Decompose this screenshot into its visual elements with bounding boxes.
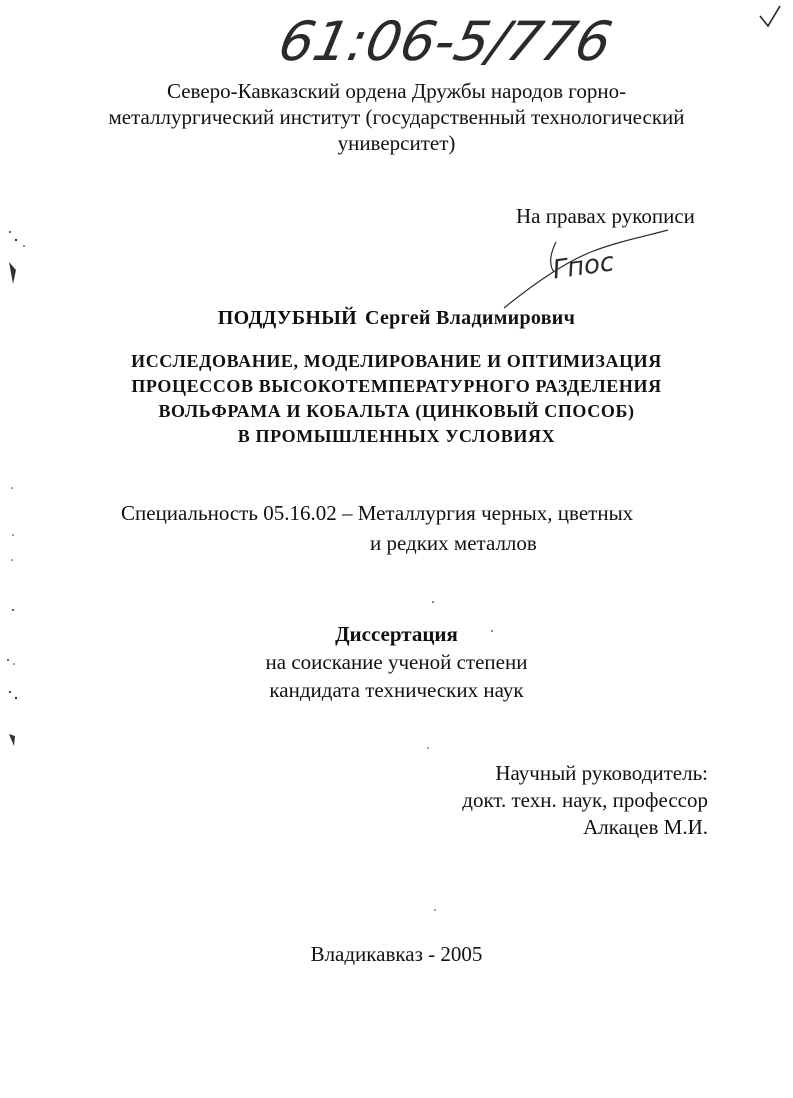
handwritten-archive-code: [273, 4, 618, 73]
title-line: ВОЛЬФРАМА И КОБАЛЬТА (ЦИНКОВЫЙ СПОСОБ): [158, 401, 635, 421]
title-line: ПРОЦЕССОВ ВЫСОКОТЕМПЕРАТУРНОГО РАЗДЕЛЕНИЯ: [131, 376, 662, 396]
rights-notice: На правах рукописи: [516, 204, 695, 228]
author-name: [0, 306, 793, 330]
institution-line: университет): [337, 131, 456, 155]
dissertation-block: [0, 620, 793, 704]
city-year: Владикавказ - 2005: [310, 942, 483, 966]
specialty-line: Специальность 05.16.02 – Металлургия черных, цветных: [121, 501, 634, 525]
supervisor-block: [420, 760, 708, 841]
supervisor-name: Алкацев М.И.: [583, 815, 708, 839]
title-line: В ПРОМЫШЛЕННЫХ УСЛОВИЯХ: [237, 426, 556, 446]
dissertation-line: на соискание ученой степени: [265, 650, 528, 674]
handwritten-code-text: 61:06-5/776: [273, 9, 618, 73]
handwritten-signature: [496, 222, 676, 312]
dissertation-line: кандидата технических наук: [269, 678, 524, 702]
supervisor-heading: Научный руководитель:: [495, 761, 708, 785]
thesis-title: [0, 349, 793, 449]
specialty-line: и редких металлов: [370, 531, 537, 555]
signature-text: Гпос: [550, 247, 617, 286]
title-line: ИССЛЕДОВАНИЕ, МОДЕЛИРОВАНИЕ И ОПТИМИЗАЦИЯ: [131, 351, 662, 371]
dissertation-label: Диссертация: [335, 622, 458, 646]
institution-name: [0, 78, 793, 156]
check-mark-icon: [757, 4, 783, 28]
institution-line: Северо-Кавказский ордена Дружбы народов горно-: [166, 79, 627, 103]
author-surname: ПОДДУБНЫЙ: [217, 307, 358, 329]
supervisor-degree: докт. техн. наук, профессор: [462, 788, 708, 812]
author-given-names: Сергей Владимирович: [365, 307, 576, 329]
institution-line: металлургический институт (государственный технологический: [108, 105, 685, 129]
